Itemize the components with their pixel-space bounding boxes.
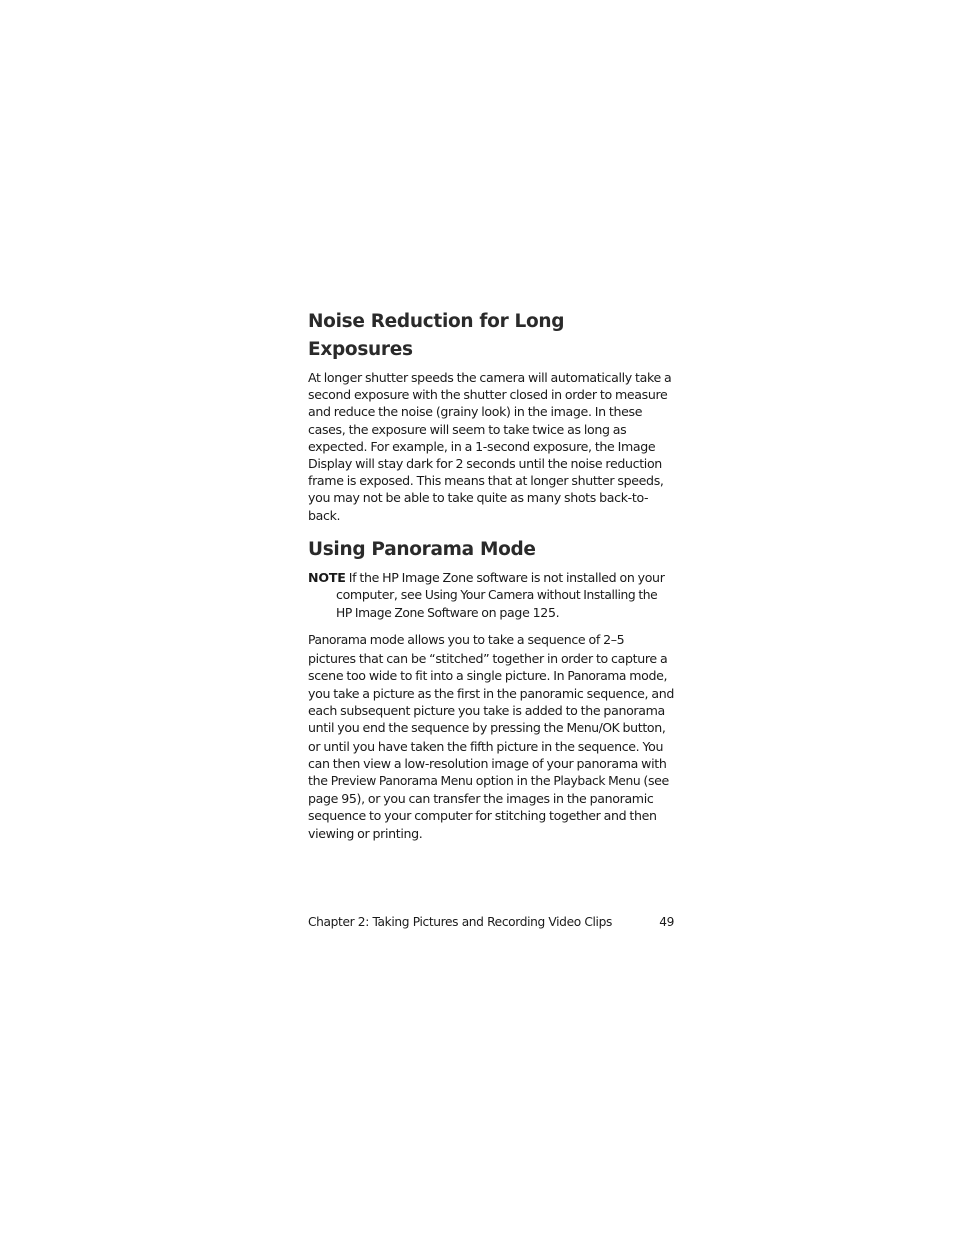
page-content bbox=[308, 308, 674, 842]
note-label: NOTE bbox=[308, 569, 346, 585]
preview-panorama-menu-term: Preview Panorama Menu bbox=[330, 774, 473, 789]
note-text-after: on page 125. bbox=[478, 605, 560, 621]
page-footer bbox=[308, 915, 674, 929]
menu-ok-term: Menu/OK bbox=[566, 721, 620, 736]
note-cross-reference: Using Your Camera without Installing the HP Image Zone Software bbox=[336, 588, 658, 621]
panorama-term: Panorama bbox=[308, 633, 367, 648]
footer-page-number: 49 bbox=[659, 915, 674, 929]
panorama-text-4: option in the bbox=[472, 773, 554, 789]
panorama-term-2: Panorama bbox=[567, 668, 627, 683]
panorama-paragraph bbox=[308, 631, 674, 841]
section-heading-panorama: Using Panorama Mode bbox=[308, 538, 536, 560]
footer-chapter: Chapter 2: Taking Pictures and Recording Video Clips bbox=[308, 915, 612, 929]
panorama-text-2: mode, you take a picture as the first in the panoramic sequence, and each subsequent picture you take is added to the panorama until you end the sequence by pressing the bbox=[308, 667, 674, 736]
panorama-text-5: (see page 95), or you can transfer the images in the panoramic sequence to your computer for stitching together and then viewing or printing. bbox=[308, 773, 669, 841]
playback-menu-term: Playback Menu bbox=[553, 774, 641, 789]
panorama-text-1: mode allows you to take a sequence of 2–5 pictures that can be “stitched” together in order to capture a scene too wide to fit into a single picture. In bbox=[308, 632, 668, 683]
section-heading-noise-reduction: Noise Reduction for Long Exposures bbox=[308, 311, 565, 360]
noise-reduction-paragraph: At longer shutter speeds the camera will automatically take a second exposure with the shutter closed in order to measure and reduce the noise (grainy look) in the image. In these cases, the exposure will seem to take twice as long as expected. For example, in a 1-second exposure, the Image Display will stay dark for 2 seconds until the noise reduction frame is exposed. This means that at longer shutter speeds, you may not be able to take quite as many shots back-to-back. bbox=[308, 370, 672, 523]
note-block bbox=[308, 569, 674, 623]
note-text-before: If the HP Image Zone software is not installed on your computer, see bbox=[336, 569, 665, 603]
panorama-text-3: button, or until you have taken the fifth picture in the sequence. You can then view a low-resolution image of your panorama with the bbox=[308, 720, 667, 789]
